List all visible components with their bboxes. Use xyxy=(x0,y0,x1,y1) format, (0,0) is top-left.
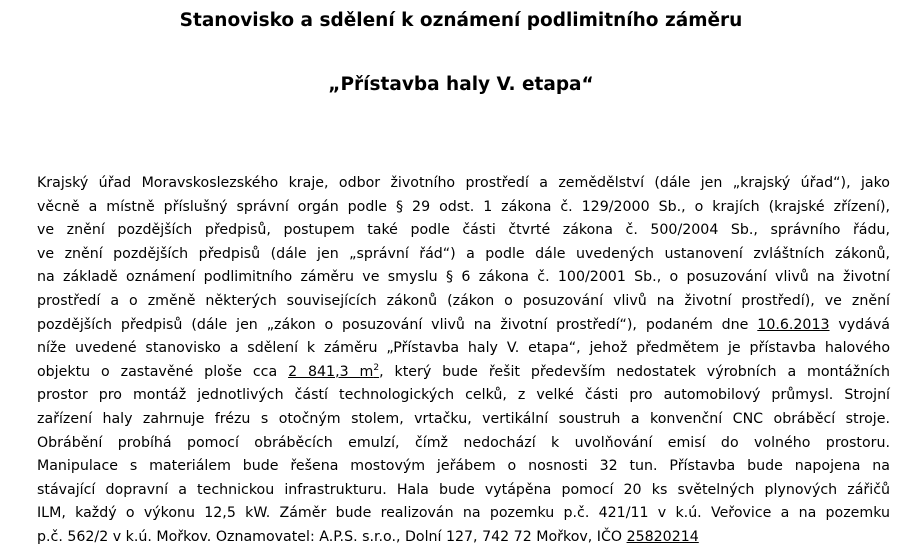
paragraph-line xyxy=(37,526,890,550)
built-up-area xyxy=(288,364,379,380)
paragraph-line: Krajský úřad Moravskoslezského kraje, odbor životního prostředí a zemědělství (dále jen „krajský úřad“), jako xyxy=(37,175,890,191)
line-text: objektu o zastavěné ploše cca xyxy=(37,363,289,380)
line-text: vydává xyxy=(829,316,890,333)
paragraph-line: Obrábění probíhá pomocí obráběcích emulzí, čímž nedochází k uvolňování emisí do volného prostoru. xyxy=(37,434,890,451)
paragraph-line: níže uvedené stanovisko a sdělení k záměru „Přístavba haly V. etapa“, jehož předmětem je přístavba halového xyxy=(37,340,890,357)
paragraph-line: Manipulace s materiálem bude řešena mostovým jeřábem o nosnosti 32 tun. Přístavba bude napojena na xyxy=(37,458,890,475)
paragraph-line: ILM, každý o výkonu 12,5 kW. Záměr bude realizován na pozemku p.č. 421/11 v k.ú. Veřovice a na pozemku xyxy=(37,505,890,522)
area-unit-exponent: 2 xyxy=(373,362,380,373)
company-id-number: 25820214 xyxy=(626,528,699,545)
paragraph-line: věcně a místně příslušný správní orgán podle § 29 odst. 1 zákona č. 129/2000 Sb., o krajích (krajské zřízení), xyxy=(37,198,890,215)
paragraph-line: stávající dopravní a technickou infrastrukturu. Hala bude vytápěna pomocí 20 ks světelných plynových zářičů xyxy=(37,481,890,498)
area-value: 2 841,3 m xyxy=(288,363,374,380)
paragraph-line: prostor pro montáž jednotlivých částí technologických celků, z velké části pro automobilový průmysl. Strojní xyxy=(37,387,890,404)
paragraph-line: prostředí a o změně některých souvisejících zákonů (zákon o posuzování vlivů na životní prostředí), ve znění xyxy=(37,292,890,309)
line-text: p.č. 562/2 v k.ú. Mořkov. Oznamovatel: A.P.S. s.r.o., Dolní 127, 742 72 Mořkov, IČO xyxy=(37,528,627,545)
paragraph-line: zařízení haly zahrnuje frézu s otočným stolem, vrtačku, vertikální soustruh a konvenční CNC obráběcí stroje. xyxy=(37,410,890,427)
paragraph-line xyxy=(37,314,890,338)
line-text: pozdějších předpisů (dále jen „zákon o posuzování vlivů na životní prostředí“), podaném dne xyxy=(37,316,758,333)
line-text: , který bude řešit především nedostatek výrobních a montážních xyxy=(379,363,890,380)
project-name-heading: „Přístavba haly V. etapa“ xyxy=(328,74,594,95)
paragraph-line: na základě oznámení podlimitního záměru ve smyslu § 6 zákona č. 100/2001 Sb., o posuzování vlivů na životní xyxy=(37,269,890,286)
paragraph-line xyxy=(37,361,890,385)
paragraph-line: ve znění pozdějších předpisů, postupem také podle části čtvrté zákona č. 500/2004 Sb., správního řádu, xyxy=(37,222,890,239)
document-title: Stanovisko a sdělení k oznámení podlimitního záměru xyxy=(179,10,743,31)
submission-date: 10.6.2013 xyxy=(757,316,830,333)
statement-paragraph xyxy=(37,172,890,550)
paragraph-line: ve znění pozdějších předpisů (dále jen „správní řád“) a podle dále uvedených ustanovení zvláštních zákonů, xyxy=(37,245,890,262)
